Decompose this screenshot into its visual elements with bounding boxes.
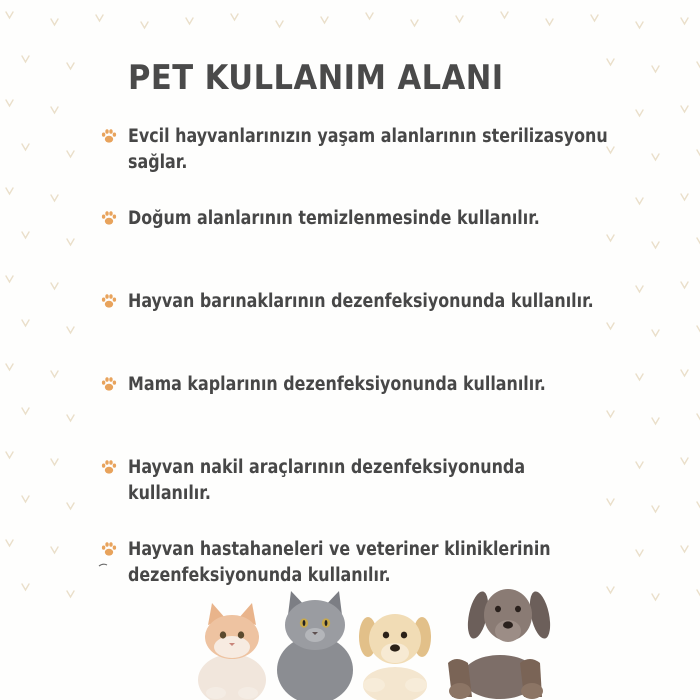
list-item-text: Hayvan nakil araçlarının dezenfeksiyonunda kullanılır. [128,457,526,504]
paw-icon [100,458,118,476]
dog-weimaraner [448,589,554,699]
paw-icon [100,375,118,393]
puppy-golden [359,614,431,700]
decorative-stroke [98,562,108,568]
list-item-text: Mama kaplarının dezenfeksiyonunda kullanılır. [128,374,546,395]
list-item-text: Hayvan barınaklarının dezenfeksiyonunda kullanılır. [128,291,594,312]
kitten-orange [198,603,266,700]
kitten-grey [277,591,353,700]
list-item-text: Evcil hayvanlarınızın yaşam alanlarının sterilizasyonu sağlar. [128,126,608,173]
pets-illustration [190,585,570,700]
list-item-text: Hayvan hastahaneleri ve veteriner kliniklerinin dezenfeksiyonunda kullanılır. [128,539,551,586]
paw-icon [100,540,118,558]
paw-icon [100,209,118,227]
paw-icon [100,292,118,310]
paw-icon [100,127,118,145]
page-title: PET KULLANIM ALANI [128,58,504,98]
list-item-text: Doğum alanlarının temizlenmesinde kullanılır. [128,208,540,229]
